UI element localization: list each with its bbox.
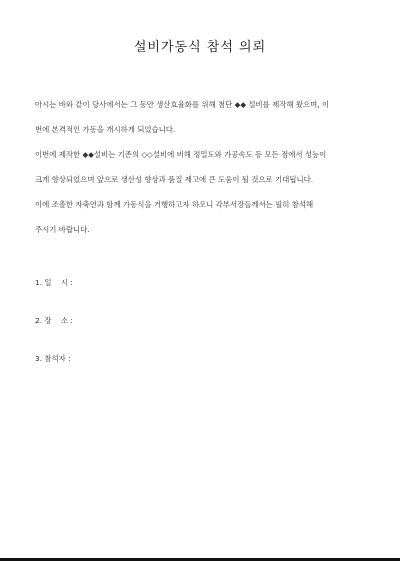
body-line: 번에 본격적인 가동을 개시하게 되었습니다. [35,125,176,134]
body-line: 이에 조촐한 자축연과 함께 가동식을 거행하고자 하오니 각부서장들께서는 필히 참석해 [35,200,314,209]
body-line: 크게 향상되었으며 앞으로 생산성 향상과 품질 제고에 큰 도움이 될 것으로 기대됩니다. [35,175,314,184]
bottom-divider [0,558,400,561]
document-body [35,98,371,248]
attendees-field-label: 3. 참석자 : [35,354,71,363]
document-fields [35,276,73,390]
place-field-label: 2. 장 소 : [35,316,73,325]
body-line: 아시는 바와 같이 당사에서는 그 동안 생산효율화를 위해 첨단 ◆◆ 설비를 제작해 왔으며, 이 [35,100,330,109]
body-line: 주시기 바랍니다. [35,225,90,234]
body-line: 이번에 제작한 ◆◆설비는 기존의 ◇◇설비에 비해 정밀도와 가공속도 등 모든 점에서 성능이 [35,150,327,159]
date-field-label: 1. 일 시 : [35,278,73,287]
document-title: 설비가동식 참석 의뢰 [133,40,267,55]
